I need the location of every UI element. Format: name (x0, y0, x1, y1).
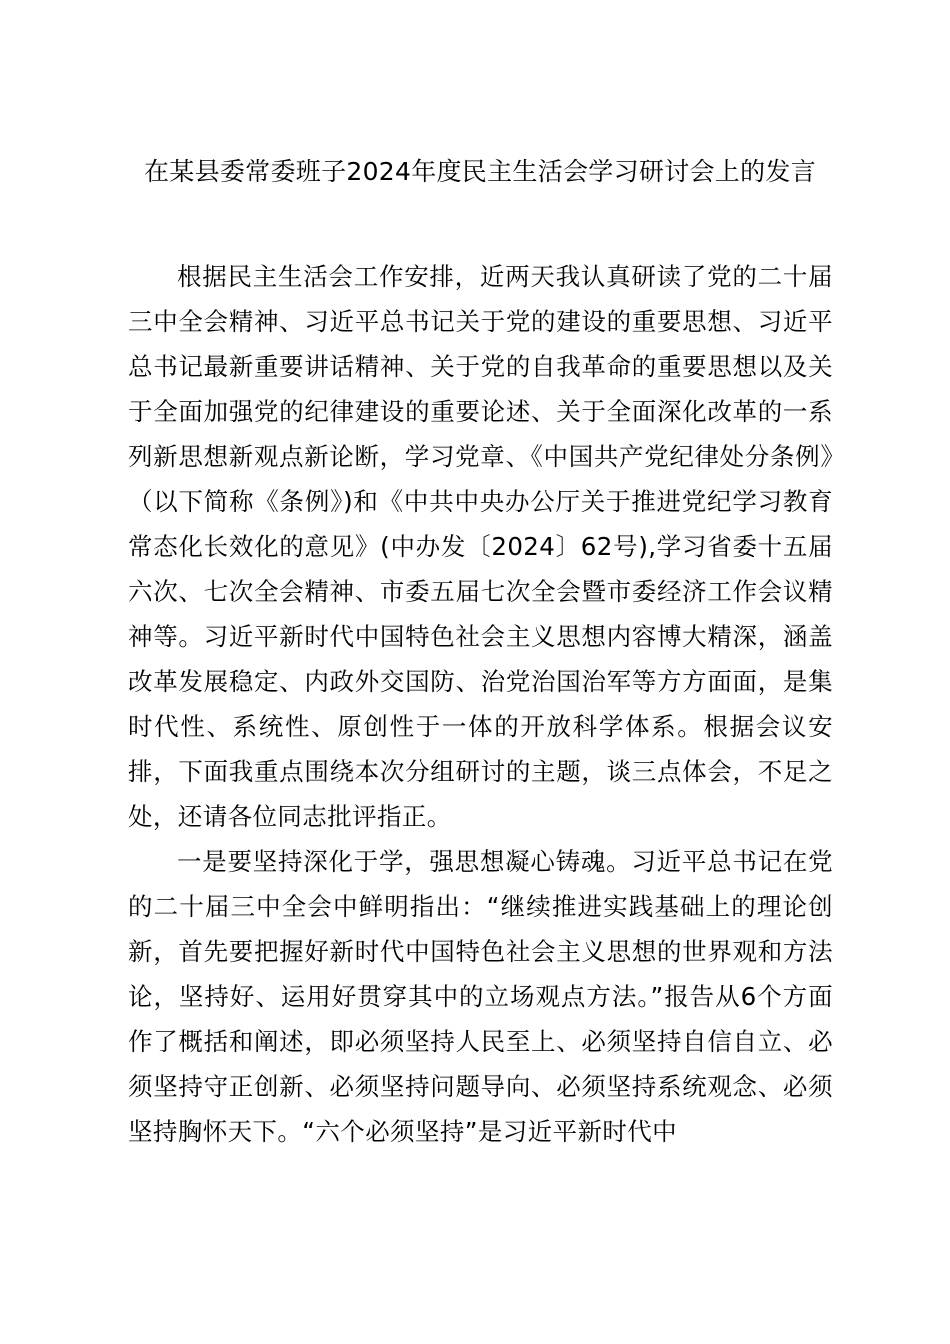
document-title: 在某县委常委班子2024年度民主生活会学习研讨会上的发言 (143, 157, 817, 186)
paragraph-intro: 根据民主生活会工作安排，近两天我认真研读了党的二十届三中全会精神、习近平总书记关于党的建设的重要思想、习近平总书记最新重要讲话精神、关于党的自我革命的重要思想以及关于全面加强党的纪律建设的重要论述、关于全面深化改革的一系列新思想新观点新论断，学习党章、《中国共产党纪律处分条例》（以下简称《条例》)和《中共中央办公厅关于推进党纪学习教育常态化长效化的意见》(中办发〔2024〕62号),学习省委十五届六次、七次全会精神、市委五届七次全会暨市委经济工作会议精神等。习近平新时代中国特色社会主义思想内容博大精深，涵盖改革发展稳定、内政外交国防、治党治国治军等方方面面，是集时代性、系统性、原创性于一体的开放科学体系。根据会议安排，下面我重点围绕本次分组研讨的主题，谈三点体会，不足之处，还请各位同志批评指正。 (128, 262, 833, 831)
document-body (128, 254, 833, 1154)
paragraph-point-one: 一是要坚持深化于学，强思想凝心铸魂。习近平总书记在党的二十届三中全会中鲜明指出：“继续推进实践基础上的理论创新，首先要把握好新时代中国特色社会主义思想的世界观和方法论，坚持好、运用好贯穿其中的立场观点方法。”报告从6个方面作了概括和阐述，即必须坚持人民至上、必须坚持自信自立、必须坚持守正创新、必须坚持问题导向、必须坚持系统观念、必须坚持胸怀天下。“六个必须坚持”是习近平新时代中 (128, 847, 833, 1146)
